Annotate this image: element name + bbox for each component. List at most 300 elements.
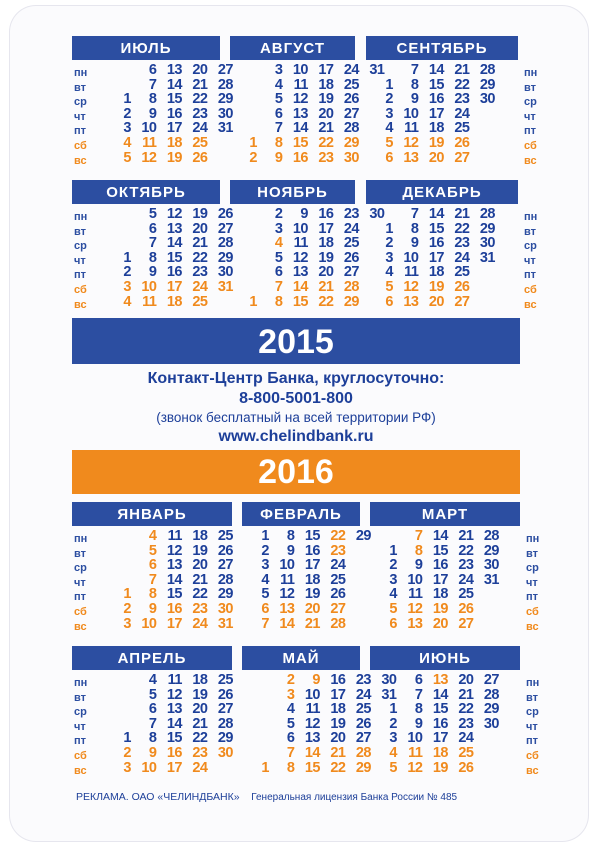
day-cell: 24: [192, 615, 208, 632]
day-cell: 9: [274, 149, 283, 166]
weekday-labels: [74, 66, 87, 168]
day-cell: 18: [192, 528, 208, 544]
day-cell: 25: [343, 235, 359, 252]
day-cell: 26: [454, 134, 470, 151]
day-cell: 14: [166, 235, 182, 252]
day-cell: 16: [432, 715, 448, 732]
day-cell: 19: [330, 715, 346, 732]
day-cell: 28: [330, 615, 346, 632]
day-cell: 14: [432, 528, 448, 544]
weekday-7: вс: [74, 620, 87, 633]
day-cell: 13: [166, 220, 182, 237]
day-cell: 24: [355, 686, 371, 703]
footer: [76, 791, 457, 803]
day-cell: 21: [192, 715, 208, 732]
day-cell: 27: [458, 615, 474, 632]
day-cell: 15: [428, 220, 444, 237]
day-cell: 23: [454, 91, 470, 108]
day-cell: 2: [249, 149, 257, 166]
day-cell: 3: [286, 686, 295, 703]
day-cell: 26: [330, 586, 346, 603]
weekday-4: чт: [74, 110, 86, 123]
day-cell: 17: [166, 615, 182, 632]
day-cell: 27: [454, 293, 470, 310]
day-cell: 26: [217, 542, 233, 559]
day-cell: 11: [142, 293, 157, 310]
weekday-6: сб: [524, 283, 537, 296]
day-cell: 20: [318, 105, 334, 122]
month-title: ИЮЛЬ: [72, 36, 220, 60]
day-cell: 11: [408, 744, 423, 761]
day-cell: 30: [217, 264, 233, 281]
day-cell: 17: [330, 686, 346, 703]
day-cell: 21: [454, 206, 470, 222]
day-cell: 7: [286, 744, 295, 761]
weekday-4: чт: [74, 576, 86, 589]
weekday-labels: [74, 210, 87, 312]
day-cell: 8: [148, 249, 157, 266]
day-cell: 17: [428, 249, 444, 266]
weekday-6: сб: [74, 283, 87, 296]
day-cell: 6: [148, 220, 157, 237]
day-cell: 24: [192, 278, 208, 295]
day-cell: 14: [432, 686, 448, 703]
day-cell: 3: [389, 571, 397, 588]
month-title: АПРЕЛЬ: [72, 646, 232, 670]
day-cell: 11: [280, 571, 295, 588]
day-cell: 25: [217, 528, 233, 544]
day-cell: 12: [166, 206, 182, 222]
day-cell: 8: [414, 701, 423, 718]
weekday-5: пт: [74, 269, 87, 282]
day-cell: 4: [261, 571, 269, 588]
day-cell: 10: [292, 220, 308, 237]
day-cell: 5: [261, 586, 269, 603]
day-cell: 30: [343, 149, 359, 166]
weekday-2: вт: [526, 691, 539, 704]
day-cell: 9: [148, 744, 157, 761]
weekday-5: пт: [74, 735, 87, 748]
day-cell: 6: [385, 293, 393, 310]
weekday-3: ср: [74, 240, 87, 253]
day-cell: 9: [148, 264, 157, 281]
day-cell: 15: [166, 586, 182, 603]
year-2016-banner: 2016: [72, 450, 520, 494]
weekday-1: пн: [74, 211, 88, 223]
day-cell: 16: [428, 91, 444, 108]
day-cell: 8: [148, 730, 157, 747]
day-cell: 9: [312, 672, 320, 688]
weekday-1: пн: [74, 67, 88, 79]
weekday-1: пн: [524, 211, 538, 223]
day-cell: 28: [483, 686, 499, 703]
day-cell: 12: [292, 249, 308, 266]
weekday-2: вт: [74, 547, 87, 560]
weekday-labels: [524, 66, 537, 168]
day-cell: 3: [389, 730, 397, 747]
day-cell: 17: [432, 730, 448, 747]
day-cell: 29: [483, 542, 499, 559]
day-cell: 14: [166, 76, 182, 93]
day-cell: 28: [217, 571, 233, 588]
day-cell: 6: [261, 600, 269, 617]
day-cell: 24: [192, 759, 208, 776]
day-cell: 20: [192, 557, 208, 574]
day-cell: 8: [410, 220, 419, 237]
day-cell: 7: [410, 62, 419, 78]
day-cell: 7: [274, 120, 283, 137]
day-cell: 6: [148, 557, 157, 574]
day-cell: 19: [318, 249, 334, 266]
weekday-3: ср: [74, 706, 87, 719]
weekday-6: сб: [74, 139, 87, 152]
phone-number[interactable]: 8-800-5001-800: [239, 390, 353, 407]
day-cell: 19: [192, 542, 208, 559]
day-cell: 27: [217, 62, 233, 78]
day-cell: 12: [141, 149, 157, 166]
day-cell: 13: [279, 600, 295, 617]
weekday-4: чт: [74, 254, 86, 267]
day-cell: 28: [483, 528, 499, 544]
day-cell: 17: [304, 557, 320, 574]
weekday-4: чт: [526, 720, 538, 733]
day-cell: 31: [381, 686, 397, 703]
day-cell: 3: [123, 615, 131, 632]
day-cell: 21: [458, 528, 474, 544]
weekday-4: чт: [74, 720, 86, 733]
day-cell: 4: [389, 586, 397, 603]
day-cell: 21: [192, 571, 208, 588]
day-cell: 10: [407, 571, 423, 588]
day-cell: 3: [123, 120, 131, 137]
day-cell: 23: [454, 235, 470, 252]
weekday-5: пт: [74, 125, 87, 138]
day-cell: 15: [166, 730, 182, 747]
day-cell: 19: [432, 600, 448, 617]
weekday-3: ср: [74, 96, 87, 109]
day-cell: 31: [483, 571, 499, 588]
weekday-4: чт: [526, 576, 538, 589]
day-cell: 22: [458, 701, 474, 718]
day-cell: 22: [318, 293, 334, 310]
day-cell: 26: [343, 91, 359, 108]
month-title: ФЕВРАЛЬ: [242, 502, 360, 526]
weekday-1: пн: [74, 677, 88, 689]
day-cell: 21: [318, 278, 334, 295]
day-cell: 10: [403, 249, 419, 266]
weekday-labels: [526, 532, 539, 634]
month-title: ОКТЯБРЬ: [72, 180, 220, 204]
day-cell: 10: [292, 62, 308, 78]
day-cell: 28: [217, 235, 233, 252]
day-cell: 9: [410, 235, 419, 252]
weekday-1: пн: [526, 533, 540, 545]
day-cell: 20: [428, 149, 444, 166]
day-cell: 1: [123, 91, 131, 108]
day-cell: 10: [279, 557, 295, 574]
day-cell: 1: [123, 249, 131, 266]
day-cell: 22: [192, 586, 208, 603]
weekday-3: ср: [74, 562, 87, 575]
weekday-7: вс: [526, 620, 539, 633]
day-cell: 18: [330, 701, 346, 718]
day-cell: 2: [123, 600, 131, 617]
day-cell: 24: [343, 62, 359, 78]
day-cell: 2: [274, 206, 283, 222]
day-cell: 30: [217, 600, 233, 617]
day-cell: 20: [318, 264, 334, 281]
day-cell: 5: [148, 542, 157, 559]
day-cell: 18: [166, 293, 182, 310]
day-cell: 23: [318, 149, 334, 166]
day-cell: 7: [148, 571, 157, 588]
day-cell: 25: [192, 134, 208, 151]
day-cell: 7: [274, 278, 283, 295]
contact-center-title: Контакт-Центр Банка, круглосуточно:: [147, 370, 445, 387]
weekday-7: вс: [74, 298, 87, 311]
license-text: Генеральная лицензия Банка России № 485: [251, 792, 458, 803]
day-cell: 28: [217, 715, 233, 732]
day-cell: 23: [330, 542, 346, 559]
day-cell: 8: [274, 134, 283, 151]
day-cell: 22: [454, 76, 470, 93]
day-cell: 21: [318, 120, 334, 137]
day-cell: 26: [192, 149, 208, 166]
day-cell: 1: [123, 586, 131, 603]
weekday-labels: [74, 676, 87, 778]
day-cell: 24: [192, 120, 208, 137]
day-cell: 31: [217, 120, 233, 137]
day-cell: 5: [389, 759, 397, 776]
day-cell: 4: [148, 528, 157, 544]
weekday-3: ср: [526, 562, 539, 575]
day-cell: 31: [369, 62, 385, 78]
day-cell: 27: [454, 149, 470, 166]
day-cell: 25: [458, 586, 474, 603]
day-cell: 9: [414, 557, 423, 574]
ad-text: РЕКЛАМА. ОАО «ЧЕЛИНДБАНК»: [76, 791, 240, 803]
day-cell: 23: [192, 744, 208, 761]
day-cell: 27: [343, 105, 359, 122]
day-cell: 31: [217, 278, 233, 295]
month-title: ДЕКАБРЬ: [366, 180, 518, 204]
day-cell: 18: [166, 134, 182, 151]
day-cell: 11: [305, 701, 320, 718]
day-cell: 10: [407, 730, 423, 747]
day-cell: 12: [292, 91, 308, 108]
day-cell: 14: [279, 615, 295, 632]
day-cell: 19: [192, 206, 208, 222]
day-cell: 15: [292, 293, 308, 310]
day-cell: 21: [454, 62, 470, 78]
day-cell: 13: [403, 293, 419, 310]
day-cell: 11: [142, 134, 157, 151]
day-cell: 2: [123, 105, 131, 122]
day-cell: 5: [274, 91, 283, 108]
day-cell: 16: [166, 600, 182, 617]
day-cell: 16: [428, 235, 444, 252]
day-cell: 2: [123, 744, 131, 761]
day-cell: 17: [428, 105, 444, 122]
day-cell: 17: [166, 278, 182, 295]
month-title: АВГУСТ: [230, 36, 355, 60]
day-cell: 4: [286, 701, 295, 718]
weekday-2: вт: [74, 225, 87, 238]
day-cell: 29: [355, 528, 371, 544]
day-cell: 1: [385, 220, 393, 237]
day-cell: 23: [458, 715, 474, 732]
day-cell: 7: [148, 715, 157, 732]
day-cell: 6: [385, 149, 393, 166]
day-cell: 3: [123, 759, 131, 776]
day-cell: 5: [148, 206, 157, 222]
month-title: МАЙ: [242, 646, 360, 670]
day-cell: 13: [292, 105, 308, 122]
day-cell: 22: [330, 759, 346, 776]
day-cell: 24: [454, 105, 470, 122]
day-cell: 8: [274, 293, 283, 310]
day-cell: 15: [292, 134, 308, 151]
day-cell: 13: [292, 264, 308, 281]
day-cell: 15: [166, 91, 182, 108]
day-cell: 25: [217, 672, 233, 688]
weekday-6: сб: [74, 749, 87, 762]
day-cell: 22: [458, 542, 474, 559]
month-title: СЕНТЯБРЬ: [366, 36, 518, 60]
day-cell: 26: [458, 759, 474, 776]
weekday-1: пн: [526, 677, 540, 689]
day-cell: 14: [292, 278, 308, 295]
day-cell: 21: [192, 76, 208, 93]
day-cell: 11: [404, 120, 419, 137]
weekday-5: пт: [526, 591, 539, 604]
day-cell: 10: [304, 686, 320, 703]
day-cell: 16: [330, 672, 346, 688]
day-cell: 21: [330, 744, 346, 761]
day-cell: 27: [483, 672, 499, 688]
day-cell: 9: [148, 600, 157, 617]
day-cell: 5: [286, 715, 295, 732]
day-cell: 13: [304, 730, 320, 747]
weekday-labels: [74, 532, 87, 634]
day-cell: 1: [261, 528, 269, 544]
day-cell: 30: [479, 235, 495, 252]
day-cell: 15: [432, 542, 448, 559]
day-cell: 6: [148, 701, 157, 718]
day-cell: 10: [141, 615, 157, 632]
day-cell: 23: [192, 600, 208, 617]
weekday-5: пт: [524, 269, 537, 282]
day-cell: 12: [166, 542, 182, 559]
day-cell: 23: [343, 206, 359, 222]
day-cell: 12: [279, 586, 295, 603]
day-cell: 28: [479, 206, 495, 222]
month-title: МАРТ: [370, 502, 520, 526]
call-note: (звонок бесплатный на всей территории РФ): [156, 410, 436, 425]
day-cell: 26: [458, 600, 474, 617]
day-cell: 3: [385, 105, 393, 122]
day-cell: 29: [217, 249, 233, 266]
day-cell: 25: [454, 264, 470, 281]
day-cell: 3: [123, 278, 131, 295]
day-cell: 20: [428, 293, 444, 310]
day-cell: 29: [355, 759, 371, 776]
weekday-2: вт: [524, 225, 537, 238]
day-cell: 14: [166, 715, 182, 732]
day-cell: 31: [217, 615, 233, 632]
day-cell: 29: [343, 293, 359, 310]
day-cell: 4: [385, 120, 393, 137]
day-cell: 10: [403, 105, 419, 122]
day-cell: 20: [192, 220, 208, 237]
day-cell: 19: [166, 149, 182, 166]
day-cell: 16: [304, 542, 320, 559]
day-cell: 19: [318, 91, 334, 108]
website-link[interactable]: www.chelindbank.ru: [218, 428, 374, 445]
weekday-7: вс: [74, 764, 87, 777]
day-cell: 27: [217, 220, 233, 237]
day-cell: 26: [454, 278, 470, 295]
day-cell: 2: [286, 672, 295, 688]
day-cell: 22: [454, 220, 470, 237]
day-cell: 12: [407, 759, 423, 776]
day-cell: 18: [318, 76, 334, 93]
day-cell: 9: [148, 105, 157, 122]
day-cell: 24: [454, 249, 470, 266]
day-cell: 29: [217, 730, 233, 747]
day-cell: 22: [192, 730, 208, 747]
day-cell: 14: [166, 571, 182, 588]
day-cell: 22: [330, 528, 346, 544]
weekday-3: ср: [526, 706, 539, 719]
day-cell: 16: [166, 744, 182, 761]
day-cell: 17: [166, 759, 182, 776]
day-cell: 4: [123, 134, 131, 151]
day-cell: 5: [148, 686, 157, 703]
year-2015-banner: 2015: [72, 318, 520, 364]
day-cell: 12: [403, 278, 419, 295]
day-cell: 2: [385, 91, 393, 108]
day-cell: 5: [389, 600, 397, 617]
day-cell: 8: [148, 586, 157, 603]
weekday-5: пт: [74, 591, 87, 604]
day-cell: 27: [330, 600, 346, 617]
weekday-7: вс: [74, 154, 87, 167]
day-cell: 18: [304, 571, 320, 588]
day-cell: 12: [304, 715, 320, 732]
weekday-labels: [526, 676, 539, 778]
weekday-2: вт: [524, 81, 537, 94]
day-cell: 11: [404, 264, 419, 281]
weekday-1: пн: [74, 533, 88, 545]
day-cell: 24: [458, 571, 474, 588]
day-cell: 15: [428, 76, 444, 93]
day-cell: 30: [217, 105, 233, 122]
day-cell: 4: [385, 264, 393, 281]
day-cell: 27: [355, 730, 371, 747]
day-cell: 1: [249, 134, 257, 151]
day-cell: 12: [166, 686, 182, 703]
day-cell: 6: [286, 730, 295, 747]
weekday-4: чт: [524, 254, 536, 267]
day-cell: 13: [166, 701, 182, 718]
weekday-3: ср: [524, 240, 537, 253]
weekday-labels: [524, 210, 537, 312]
day-cell: 23: [458, 557, 474, 574]
day-cell: 9: [414, 715, 423, 732]
day-cell: 7: [410, 206, 419, 222]
day-cell: 22: [192, 91, 208, 108]
